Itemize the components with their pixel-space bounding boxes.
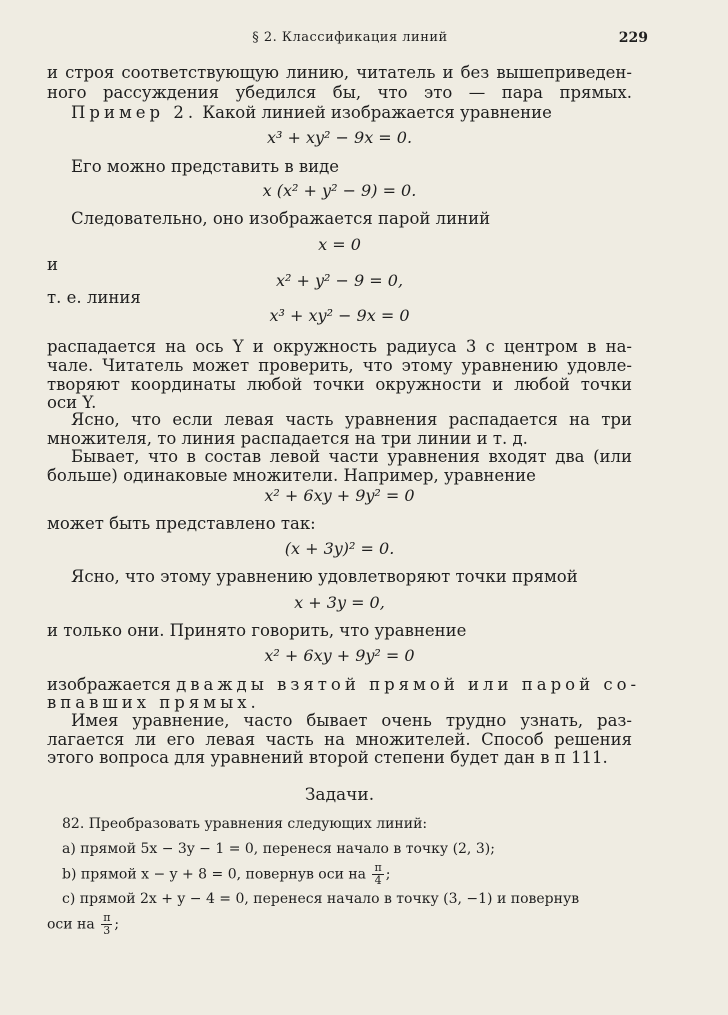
text-line: Какой линией изображается уравнение — [202, 103, 552, 122]
problem-text-end: ; — [114, 916, 120, 933]
text-span: изображается — [47, 675, 171, 694]
problem-statement: 82. Преобразовать уравнения следующих линий: — [62, 816, 428, 832]
equation: x² + 6xy + 9y² = 0 — [264, 646, 415, 665]
text-line: Следовательно, оно изображается парой линий — [71, 209, 491, 228]
equation: x² + y² − 9 = 0, — [275, 271, 404, 290]
running-header — [60, 30, 648, 54]
example-heading — [47, 103, 632, 123]
text-line: оси Y. — [47, 393, 97, 412]
fraction-denominator: 3 — [103, 924, 111, 937]
text-line: множителя, то линия распадается на три линии и т. д. — [47, 429, 528, 448]
text-line: т. е. линия — [47, 288, 141, 307]
text-line: Ясно, что этому уравнению удовлетворяют точки прямой — [71, 567, 578, 586]
text-line: ного рассуждения убедился бы, что это — пара прямых. — [47, 83, 632, 102]
text-line: творяют координаты любой точки окружности и любой точки — [47, 375, 632, 394]
equation: x + 3y = 0, — [294, 593, 385, 612]
equation: x (x² + y² − 9) = 0. — [262, 181, 417, 200]
text-line: Бывает, что в состав левой части уравнения входят два (или — [71, 447, 632, 466]
fraction-denominator: 4 — [374, 874, 382, 887]
problem-text: оси на — [47, 916, 95, 933]
problem-item-a: a) прямой 5x − 3y − 1 = 0, перенеся начало в точку (2, 3); — [62, 841, 495, 857]
text-line: Имея уравнение, часто бывает очень трудно узнать, раз- — [71, 711, 632, 730]
problem-text-end: ; — [385, 866, 391, 883]
problem-item-c-continued — [47, 912, 632, 937]
equation: x³ + xy² − 9x = 0 — [269, 306, 410, 325]
text-line: лагается ли его левая часть на множителей. Способ решения — [47, 730, 632, 749]
text-line: и строя соответствующую линию, читатель и без вышеприведен- — [47, 63, 632, 82]
text-line — [47, 675, 641, 695]
text-line: распадается на ось Y и окружность радиуса 3 с центром в на- — [47, 337, 632, 356]
fraction — [372, 862, 383, 887]
text-line: Его можно представить в виде — [71, 157, 340, 176]
text-line: Ясно, что если левая часть уравнения распадается на три — [71, 410, 632, 429]
page-number: 229 — [618, 30, 648, 46]
fraction-numerator: π — [103, 911, 111, 924]
section-title: § 2. Классификация линий — [252, 30, 448, 45]
fraction — [101, 912, 112, 937]
text-line: может быть представлено так: — [47, 514, 316, 533]
emphasized-text: дважды взятой прямой или парой со- — [176, 675, 641, 694]
text-line: чале. Читатель может проверить, что этому уравнению удовле- — [47, 356, 632, 375]
text-line: этого вопроса для уравнений второй степени будет дан в п 111. — [47, 748, 608, 767]
equation: (x + 3y)² = 0. — [284, 539, 395, 558]
equation: x = 0 — [318, 235, 361, 254]
example-label: Пример 2. — [71, 103, 198, 122]
problem-item-c: c) прямой 2x + y − 4 = 0, перенеся начало в точку (3, −1) и повернув — [62, 891, 580, 907]
fraction-numerator: π — [374, 861, 382, 874]
text-line: и — [47, 255, 58, 274]
problems-heading: Задачи. — [304, 785, 375, 805]
text-line: и только они. Принято говорить, что уравнение — [47, 621, 467, 640]
text-line: больше) одинаковые множители. Например, уравнение — [47, 466, 536, 485]
problem-text: b) прямой x − y + 8 = 0, повернув оси на — [62, 866, 367, 883]
problem-item-b — [62, 862, 632, 887]
equation: x³ + xy² − 9x = 0. — [266, 128, 413, 147]
equation: x² + 6xy + 9y² = 0 — [264, 486, 415, 505]
emphasized-text: впавших прямых. — [47, 693, 260, 712]
